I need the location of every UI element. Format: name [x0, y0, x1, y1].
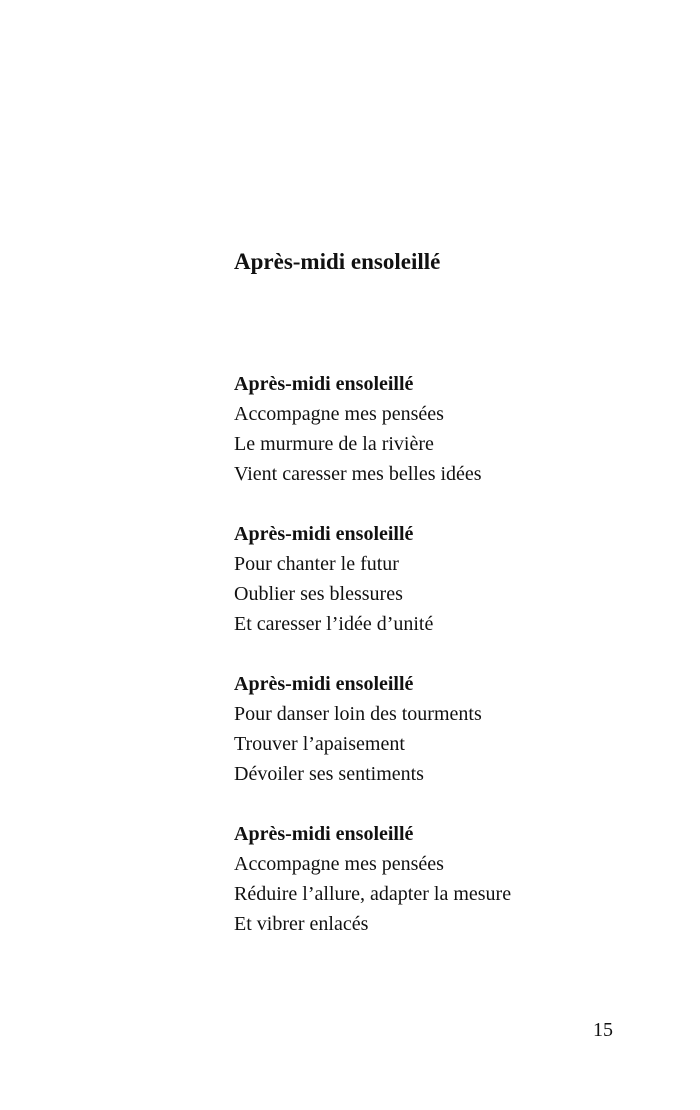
- page-number: 15: [593, 1019, 613, 1041]
- stanza-1: [234, 369, 654, 489]
- poem-title: Après-midi ensoleillé: [234, 249, 441, 274]
- stanza-4: [234, 819, 654, 939]
- stanza-refrain: Après-midi ensoleillé: [234, 523, 414, 545]
- stanza-3: [234, 669, 654, 789]
- poem-line: Réduire l’allure, adapter la mesure: [234, 883, 512, 905]
- stanza-2: [234, 519, 654, 639]
- poem-line: Vient caresser mes belles idées: [234, 463, 482, 485]
- poem-line: Oublier ses blessures: [234, 583, 403, 605]
- poem-line: Et vibrer enlacés: [234, 913, 369, 935]
- poem-line: Dévoiler ses sentiments: [234, 763, 424, 785]
- stanza-refrain: Après-midi ensoleillé: [234, 823, 414, 845]
- poem-line: Trouver l’apaisement: [234, 733, 405, 755]
- stanza-refrain: Après-midi ensoleillé: [234, 373, 414, 395]
- poem-line: Accompagne mes pensées: [234, 853, 444, 875]
- poem-line: Pour chanter le futur: [234, 553, 399, 575]
- poem-line: Accompagne mes pensées: [234, 403, 444, 425]
- poem-line: Le murmure de la rivière: [234, 433, 434, 455]
- stanza-refrain: Après-midi ensoleillé: [234, 673, 414, 695]
- poem-line: Pour danser loin des tourments: [234, 703, 482, 725]
- poem-line: Et caresser l’idée d’unité: [234, 613, 434, 635]
- poem-body: [234, 369, 654, 969]
